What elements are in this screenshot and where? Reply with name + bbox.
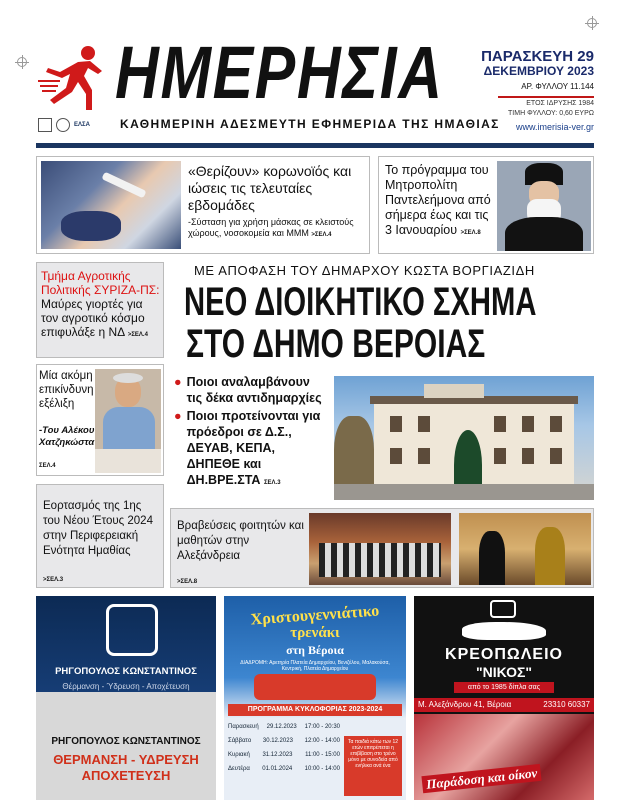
- ad1-name-top: ΡΗΓΟΠΟΥΛΟΣ ΚΩΝΣΤΑΝΤΙΝΟΣ: [55, 666, 197, 677]
- ad1-name-bottom: ΡΗΓΟΠΟΥΛΟΣ ΚΩΝΣΤΑΝΤΙΝΟΣ: [51, 736, 201, 747]
- left-item1-text: Μαύρες γιορτές για τον αγροτικό κόσμο επιφυλάξε η ΝΔ: [41, 297, 145, 339]
- bullet-2: ● Ποιοι προτείνονται για πρόεδροι σε Δ.Σ., ΔΕΥΑΒ, ΚΕΠΑ, ΔΗΠΕΘΕ και ΔΗ.ΒΡΕ.ΣΤΑ ΣΕΛ.3: [174, 409, 321, 487]
- website-link[interactable]: www.imerisia-ver.gr: [515, 122, 594, 132]
- left-item1-red: Τμήμα Αγροτικής Πολιτικής ΣΥΡΙΖΑ-ΠΣ:: [41, 269, 160, 297]
- ad3-contact: Μ. Αλεξάνδρου 41, Βέροια 23310 60337: [414, 698, 594, 712]
- schedule-row: Παρασκευή 29.12.2023 17:00 - 20:30: [228, 724, 340, 730]
- ad1-line1: ΘΕΡΜΑΝΣΗ - ΥΔΡΕΥΣΗ: [53, 752, 199, 767]
- town-hall-photo: [334, 376, 594, 500]
- ad1-line2: ΑΠΟΧΕΤΕΥΣΗ: [81, 768, 171, 783]
- schedule-row: Σάββατο 30.12.2023 12:00 - 14:00: [228, 738, 340, 744]
- tagline: ΚΑΘΗΜΕΡΙΝΗ ΑΔΕΣΜΕΥΤΗ ΕΦΗΜΕΡΙΔΑ ΤΗΣ ΗΜΑΘΙΑΣ: [120, 117, 500, 131]
- left-item2-author: -Του Αλέκου Χατζηκώστα: [39, 425, 95, 448]
- ad-christmas-train[interactable]: [224, 596, 406, 800]
- left-item-syriza[interactable]: [36, 262, 164, 358]
- elsa-badge: ΕΛΣΑ: [74, 122, 90, 128]
- left-item-newyear[interactable]: [36, 484, 164, 588]
- runner-logo-icon: [38, 44, 108, 114]
- ad1-services-top: Θέρμανση - Ύδρευση - Αποχέτευση: [62, 682, 190, 691]
- ad2-title2: τρενάκι: [290, 625, 340, 641]
- page-ref: >ΣΕΛ.8: [177, 579, 198, 585]
- awards-text: Βραβεύσεις φοιτητών και μαθητών στην Αλεξάνδρεια: [177, 520, 304, 562]
- schedule-row: Κυριακή 31.12.2023 11:00 - 15:00: [228, 752, 340, 758]
- page-ref: >ΣΕΛ.3: [43, 577, 64, 583]
- top-story-right-headline: Το πρόγραμμα του Μητροπολίτη Παντελεήμονα από σήμερα έως και τις 3 Ιανουαρίου >ΣΕΛ.8: [385, 163, 491, 237]
- author-photo: [95, 369, 161, 473]
- left-item2-text: Μία ακόμη επικίνδυνη εξέλιξη: [39, 370, 94, 410]
- main-headline-line2[interactable]: ΣΤΟ ΔΗΜΟ ΒΕΡΟΙΑΣ: [186, 322, 486, 366]
- issue-number: ΑΡ. ΦΥΛΛΟΥ 11.144: [521, 82, 594, 91]
- vaccine-photo: [41, 161, 181, 249]
- ad2-route: ΔΙΑΔΡΟΜΗ: Αρετηρία Πλατεία Δημαρχείου, Βενιζέλου, Μαλακούσα, Κεντρική, Πλατεία Δημαρχείου: [240, 660, 390, 672]
- registration-mark-right: [587, 18, 597, 28]
- cow-icon: [462, 622, 546, 640]
- page-ref: >ΣΕΛ.8: [460, 230, 481, 236]
- page-ref: ΣΕΛ.3: [263, 480, 281, 486]
- left-item-opinion[interactable]: [36, 364, 164, 476]
- main-headline-line1[interactable]: ΝΕΟ ΔΙΟΙΚΗΤΙΚΟ ΣΧΗΜΑ: [184, 280, 537, 324]
- ad2-title1: Χριστουγεννιάτικο: [250, 602, 380, 629]
- ceremony-photo-2: [459, 513, 591, 585]
- awards-story[interactable]: [170, 508, 594, 588]
- badge-icon: [38, 118, 52, 132]
- ad-butcher[interactable]: [414, 596, 594, 800]
- ad3-since: από το 1985 δίπλα σας: [454, 682, 554, 693]
- date-day: ΠΑΡΑΣΚΕΥΗ 29: [481, 48, 594, 65]
- main-kicker: ΜΕ ΑΠΟΦΑΣΗ ΤΟΥ ΔΗΜΑΡΧΟΥ ΚΩΣΤΑ ΒΟΡΓΙΑΖΙΔΗ: [194, 263, 535, 278]
- seal-icon: [56, 118, 70, 132]
- ad3-title: ΚΡΕΟΠΩΛΕΙΟ: [445, 646, 563, 663]
- masthead-divider: [498, 96, 594, 98]
- registration-mark-left: [17, 57, 27, 67]
- date-month-year: ΔΕΚΕΜΒΡΙΟΥ 2023: [483, 64, 594, 78]
- page-ref: >ΣΕΛ.4: [127, 332, 148, 338]
- ad2-title3: στη Βέροια: [286, 643, 344, 657]
- page-ref: >ΣΕΛ.4: [311, 232, 332, 238]
- schedule-row: Δευτέρα 01.01.2024 10:00 - 14:00: [228, 766, 340, 772]
- top-story-left-headline: «Θερίζουν» κορωνοϊός και ιώσεις τις τελευταίες εβδομάδες: [188, 163, 352, 213]
- price: ΤΙΜΗ ΦΥΛΛΟΥ: 0,60 ΕΥΡΩ: [508, 110, 594, 117]
- top-story-left[interactable]: [36, 156, 370, 254]
- page-ref: ΣΕΛ.4: [39, 463, 56, 469]
- top-story-right[interactable]: [378, 156, 594, 254]
- cleaver-icon: [490, 600, 516, 618]
- ad1-logo-icon: [106, 604, 158, 656]
- bullet-1: ● Ποιοι αναλαμβάνουν τις δέκα αντιδημαρχίες: [174, 375, 322, 405]
- newspaper-title: ΗΜΕΡΗΣΙΑ: [115, 31, 444, 114]
- top-bar: [36, 143, 594, 148]
- train-icon: [254, 674, 376, 700]
- top-story-left-subtext: -Σύσταση για χρήση μάσκας σε κλειστούς χώρους, νοσοκομεία και ΜΜΜ >ΣΕΛ.4: [188, 217, 354, 238]
- ad2-program: ΠΡΟΓΡΑΜΜΑ ΚΥΚΛΟΦΟΡΙΑΣ 2023-2024: [228, 704, 402, 716]
- ad3-name: "ΝΙΚΟΣ": [475, 664, 533, 680]
- founded: ΕΤΟΣ ΙΔΡΥΣΗΣ 1984: [526, 100, 594, 107]
- left-item3-text: Εορτασμός της 1ης του Νέου Έτους 2024 στην Περιφερειακή Ενότητα Ημαθίας: [43, 500, 153, 557]
- metropolitan-photo: [497, 161, 591, 251]
- ad2-note: Τα παιδιά κάτω των 12 ετών επιτρέπεται η επιβίβαση στο τρένο μόνο με συνοδεία από ενήλικα ανά ένα: [344, 736, 402, 796]
- ad3-slogan: Παράδοση και οίκον: [421, 764, 542, 793]
- ad-rigopoulos[interactable]: [36, 596, 216, 800]
- ad2-schedule: [228, 720, 340, 776]
- ceremony-photo-1: [309, 513, 451, 585]
- main-bullets: [174, 374, 328, 491]
